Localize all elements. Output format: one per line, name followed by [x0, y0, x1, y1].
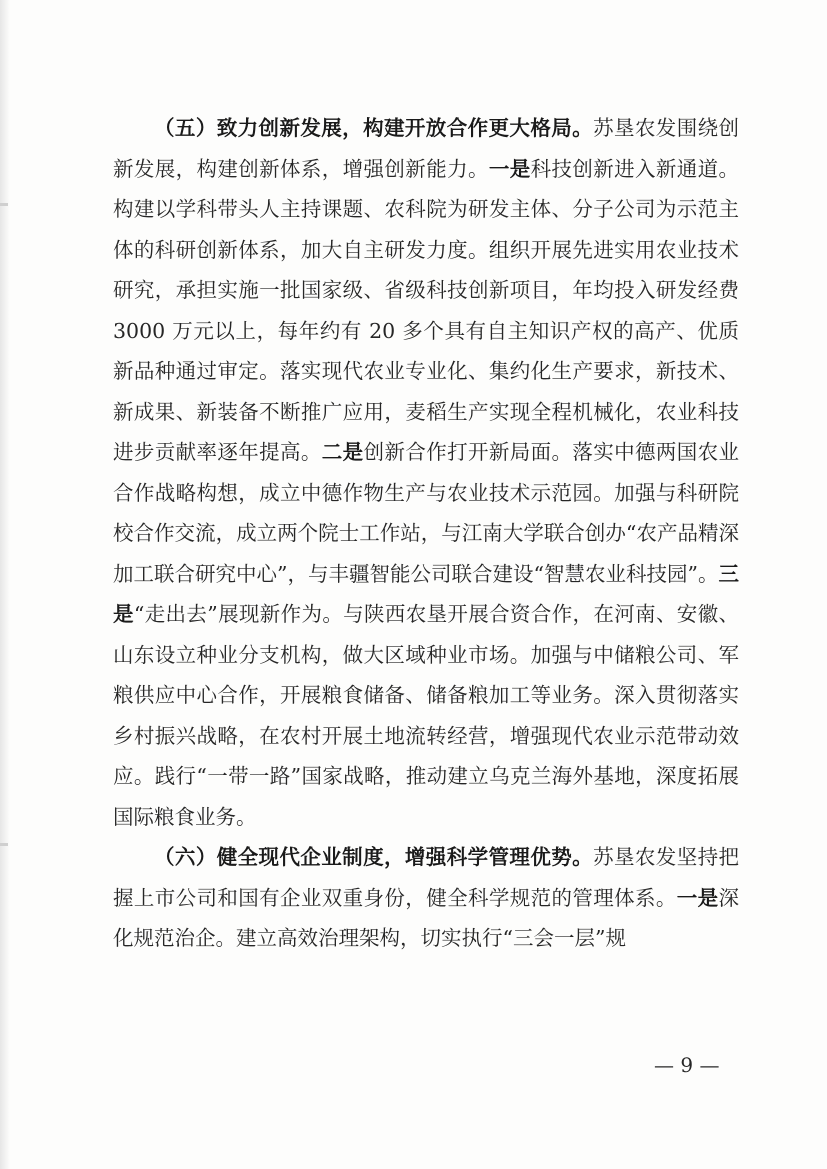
- paragraph-innovation: [113, 108, 739, 837]
- point-marker-3: 三是: [113, 561, 739, 626]
- binding-mark: [0, 843, 8, 846]
- paragraph-text: 苏垦农发坚持把握上市公司和国有企业双重身份，健全科学规范的管理体系。: [113, 845, 740, 910]
- paragraph-text: “走出去”展现新作为。与陕西农垦开展合资合作，在河南、安徽、山东设立种业分支机构，做大区域种业市场。加强与中储粮公司、军粮供应中心合作，开展粮食储备、储备粮加工等业务。深入贯彻落实乡村振兴战略，在农村开展土地流转经营，增强现代农业示范带动效应。践行“一带一路”国家战略，推动建立乌克兰海外基地，深度拓展国际粮食业务。: [113, 602, 739, 829]
- paragraph-management: [113, 837, 739, 959]
- paragraph-text: 创新合作打开新局面。落实中德两国农业合作战略构想，成立中德作物生产与农业技术示范园。加强与科研院校合作交流，成立两个院士工作站，与江南大学联合创办“农产品精深加工联合研究中心”，与丰疆智能公司联合建设“智慧农业科技园”。: [113, 440, 740, 586]
- binding-mark: [0, 203, 8, 206]
- point-marker-1: 一是: [488, 156, 531, 181]
- scan-edge-shadow: [0, 0, 10, 1169]
- body-text: [113, 108, 739, 959]
- section-heading-6: （六）健全现代企业制度，增强科学管理优势。: [154, 845, 594, 869]
- page-number: — 9 —: [654, 1053, 720, 1077]
- paragraph-text: 苏垦农发围绕创新发展，构建创新体系，增强创新能力。: [113, 116, 740, 181]
- section-heading-5: （五）致力创新发展，构建开放合作更大格局。: [154, 116, 594, 140]
- paragraph-text: 深化规范治企。建立高效治理架构，切实执行“三会一层”规: [113, 885, 740, 950]
- paragraph-text: 科技创新进入新通道。构建以学科带头人主持课题、农科院为研发主体、分子公司为示范主体的科研创新体系，加大自主研发力度。组织开展先进实用农业技术研究，承担实施一批国家级、省级科技创新项目，年均投入研发经费 3000 万元以上，每年约有 20 多个具有自主知识产权的高产、优质新品种通过审定。落实现代农业专业化、集约化生产要求，新技术、新成果、新装备不断推广应用，麦稻生产实现全程机械化，农业科技进步贡献率逐年提高。: [113, 156, 740, 464]
- point-marker-2: 二是: [321, 440, 364, 464]
- point-marker-1: 一是: [676, 885, 719, 910]
